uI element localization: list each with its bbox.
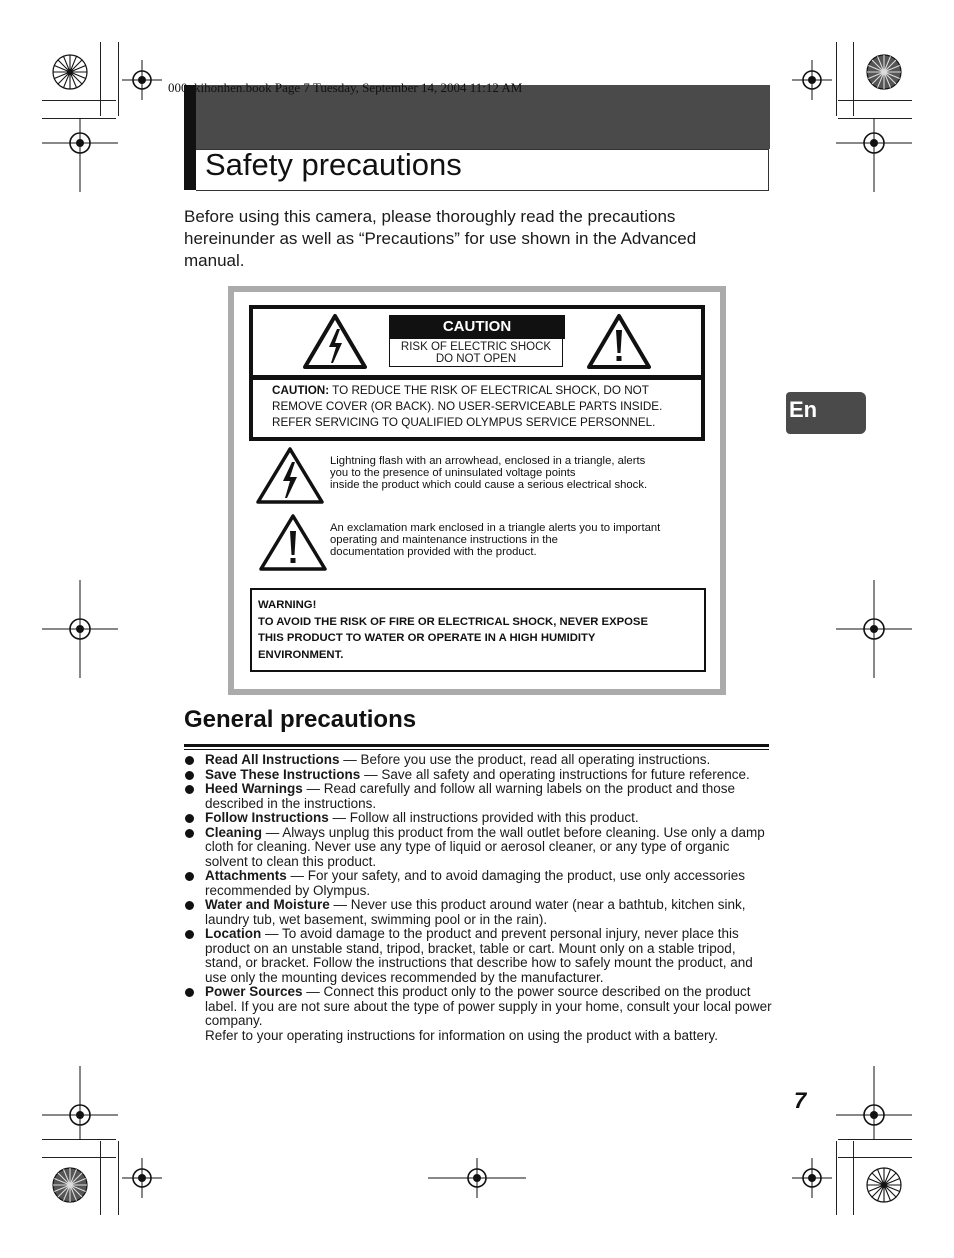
caution-sub-line1: RISK OF ELECTRIC SHOCK <box>400 341 552 353</box>
bullet-icon <box>185 785 194 794</box>
warning-line: ENVIRONMENT. <box>258 648 344 661</box>
list-item <box>184 811 774 826</box>
list-item <box>184 869 774 898</box>
item-term: Location <box>205 926 262 941</box>
warning-line: TO AVOID THE RISK OF FIRE OR ELECTRICAL SHOCK, NEVER EXPOSE <box>258 615 648 628</box>
lightning-text-line: you to the presence of uninsulated voltage points <box>330 467 576 479</box>
item-text: — Follow all instructions provided with this product. <box>328 810 639 825</box>
bullet-icon <box>185 988 194 997</box>
registration-mark-icon <box>122 60 162 100</box>
lightning-text-line: inside the product which could cause a serious electrical shock. <box>330 479 648 491</box>
registration-mark-icon <box>122 1158 162 1198</box>
bullet-icon <box>185 756 194 765</box>
print-header: 000_kihonhen.book Page 7 Tuesday, September 14, 2004 11:12 AM <box>168 80 523 95</box>
list-item <box>184 826 774 870</box>
page-number: 7 <box>794 1088 807 1113</box>
lightning-text-line: Lightning flash with an arrowhead, enclosed in a triangle, alerts <box>330 455 646 467</box>
exclamation-warning-icon <box>586 313 652 369</box>
section-rule <box>184 744 769 747</box>
exclamation-warning-icon <box>258 513 328 571</box>
item-text: — Never use this product around water (near a bathtub, kitchen sink, laundry tub, wet basement, swimming pool or in the rain). <box>205 897 746 927</box>
item-term: Water and Moisture <box>205 897 330 912</box>
section-title: General precautions <box>184 706 417 733</box>
caution-prefix: CAUTION: <box>272 384 330 397</box>
caution-label: CAUTION <box>389 315 565 339</box>
item-text: — For your safety, and to avoid damaging the product, use only accessories recommended by Olympus. <box>205 868 746 898</box>
registration-mark-icon <box>792 1158 832 1198</box>
caution-sublabel <box>389 339 563 367</box>
item-text: — Always unplug this product from the wall outlet before cleaning. Use only a damp cloth for cleaning. Never use any type of liquid or aerosol cleaner, or any type of organic solvent to clean this product. <box>205 824 765 869</box>
language-tab-label: En <box>789 397 818 422</box>
caution-line2: REMOVE COVER (OR BACK). NO USER-SERVICEABLE PARTS INSIDE. <box>272 400 663 413</box>
caution-sub-line2: DO NOT OPEN <box>435 353 517 365</box>
list-item <box>184 782 774 811</box>
starburst-icon <box>51 53 89 91</box>
exclamation-text-line: operating and maintenance instructions in the <box>330 534 558 546</box>
registration-mark-icon <box>42 118 118 192</box>
registration-mark-icon <box>428 1158 526 1198</box>
item-text: — Save all safety and operating instructions for future reference. <box>360 766 750 782</box>
page-title: Safety precautions <box>205 147 462 182</box>
title-accent-bar <box>184 85 196 190</box>
item-text: — Connect this product only to the power source described on the product label. If you are not sure about the type of power supply in your home, consult your local power company. <box>205 984 772 1028</box>
bullet-icon <box>185 771 194 780</box>
item-term: Power Sources <box>205 984 303 999</box>
precautions-list <box>184 753 774 1043</box>
lightning-explanation <box>330 455 700 491</box>
list-item <box>184 753 774 768</box>
bullet-icon <box>185 814 194 823</box>
bullet-icon <box>185 930 194 939</box>
registration-mark-icon <box>792 60 832 100</box>
exclamation-explanation <box>330 522 700 558</box>
warning-text <box>258 597 698 663</box>
registration-mark-icon <box>836 580 912 678</box>
registration-mark-icon <box>42 580 118 678</box>
list-item <box>184 898 774 927</box>
registration-mark-icon <box>836 118 912 192</box>
item-term: Save These Instructions <box>205 766 361 782</box>
registration-mark-icon <box>42 1066 118 1140</box>
item-text: — Before you use the product, read all operating instructions. <box>339 752 711 767</box>
item-term: Heed Warnings <box>205 781 303 796</box>
intro-paragraph: Before using this camera, please thoroughly read the precautions hereinunder as well as “Precautions” for use shown in the Advanced manual. <box>184 207 697 270</box>
caution-line1: TO REDUCE THE RISK OF ELECTRICAL SHOCK, DO NOT <box>329 384 649 397</box>
caution-line3: REFER SERVICING TO QUALIFIED OLYMPUS SERVICE PERSONNEL. <box>272 416 656 429</box>
item-term: Cleaning <box>205 824 263 840</box>
warning-heading: WARNING! <box>258 599 317 611</box>
registration-mark-icon <box>836 1066 912 1140</box>
exclamation-text-line: documentation provided with the product. <box>330 546 537 558</box>
bullet-icon <box>185 901 194 910</box>
item-term: Attachments <box>205 868 287 883</box>
item-term: Read All Instructions <box>205 752 340 767</box>
lightning-warning-icon <box>255 446 325 504</box>
section-rule-thin <box>184 749 769 750</box>
warning-line: THIS PRODUCT TO WATER OR OPERATE IN A HIGH HUMIDITY <box>258 632 596 644</box>
starburst-icon <box>865 1166 903 1204</box>
list-item <box>184 768 774 783</box>
starburst-icon <box>51 1166 89 1204</box>
list-item <box>184 927 774 985</box>
caution-text <box>272 383 692 431</box>
bullet-icon <box>185 829 194 838</box>
item-term: Follow Instructions <box>205 810 329 825</box>
power-note: Refer to your operating instructions for information on using the product with a battery. <box>205 1027 719 1043</box>
language-tab <box>786 392 866 434</box>
starburst-icon <box>865 53 903 91</box>
item-text: — Read carefully and follow all warning labels on the product and those described in the instructions. <box>205 781 736 811</box>
list-item <box>184 985 774 1043</box>
item-text: — To avoid damage to the product and prevent personal injury, never place this product on an unstable stand, tripod, bracket, table or cart. Mount only on a stable tripod, stand, or bracket. Follow the instructions that describe how to safely mount the product, and use only the mounting devices recommended by the manufacturer. <box>205 926 753 985</box>
bullet-icon <box>185 872 194 881</box>
exclamation-text-line: An exclamation mark enclosed in a triangle alerts you to important <box>330 522 661 534</box>
lightning-warning-icon <box>302 313 368 369</box>
